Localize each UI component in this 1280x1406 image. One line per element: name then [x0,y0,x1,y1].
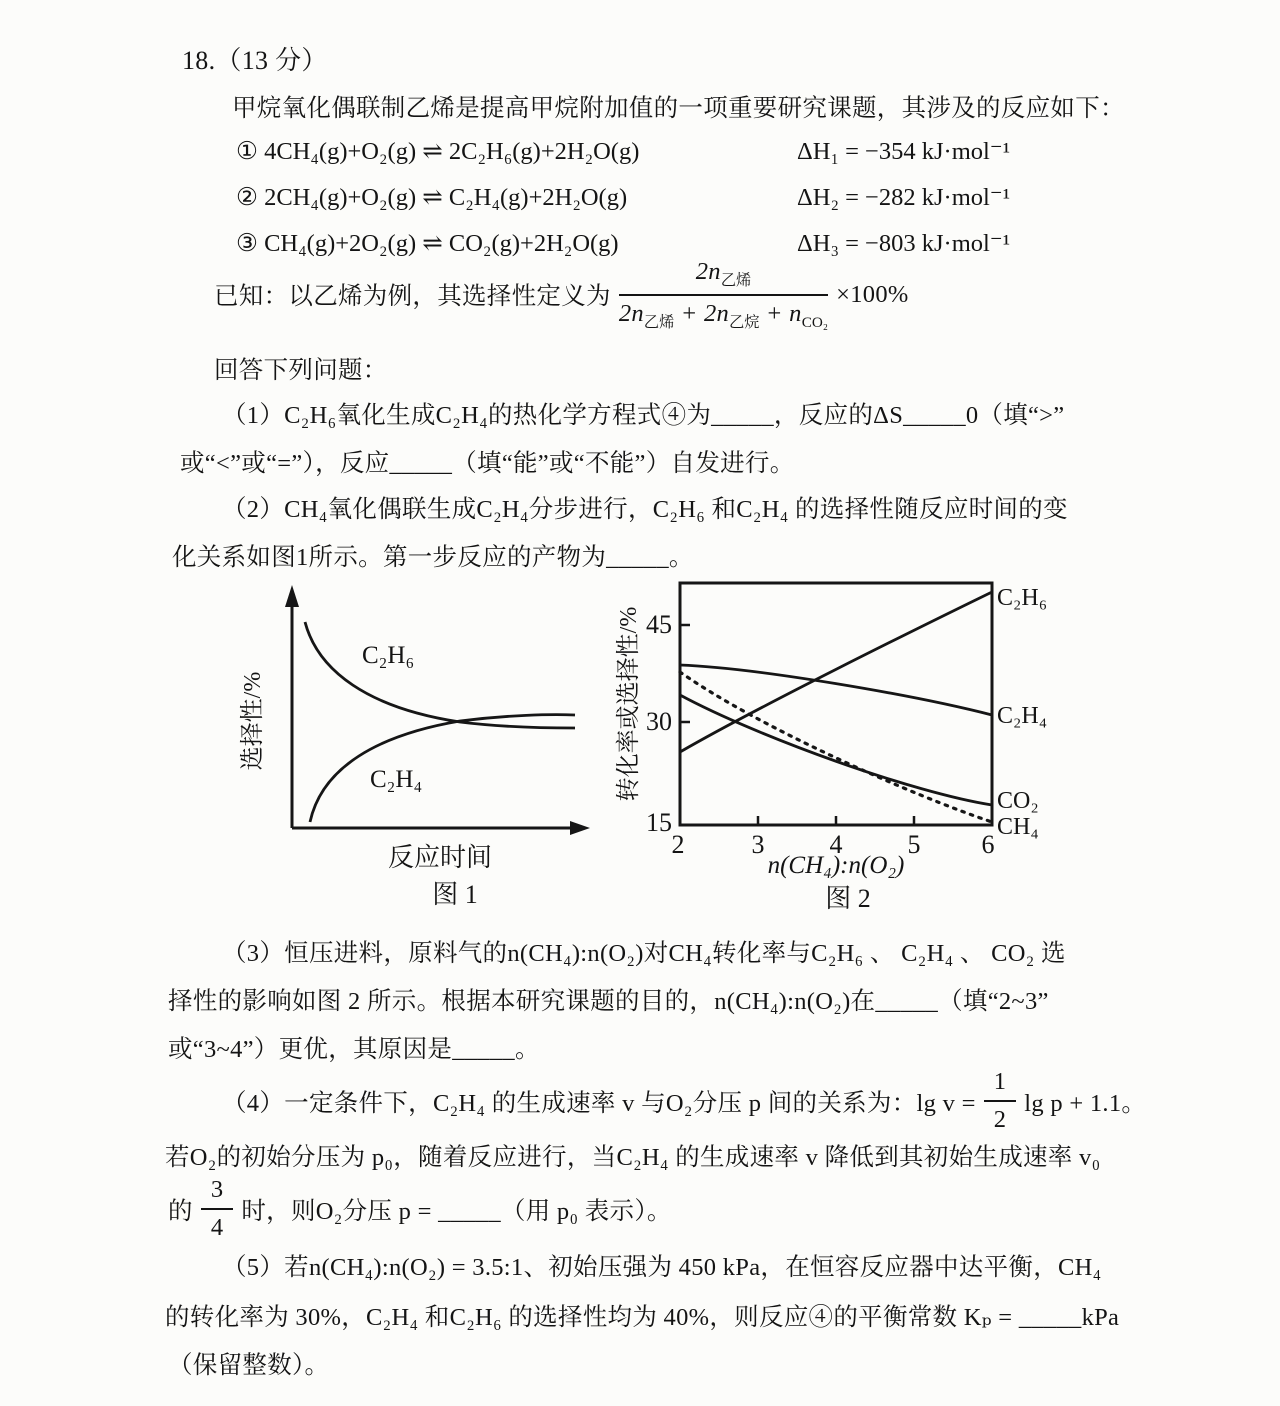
fig1-c2h4-curve [310,715,575,822]
question-number: 18.（13 分） [182,46,328,75]
fig1-c2h6-label: C₂H₆ [362,642,415,669]
fig2-ch4-label: CH₄ [997,814,1039,840]
question-4-line-1 [222,1062,1146,1140]
fig2-xtick-label-3: 3 [751,830,765,859]
question-3-line-1: （3）恒压进料，原料气的n(CH₄):n(O₂)对CH₄转化率与C₂H₆ 、 C₂H₄ 、 CO₂ 选 [222,940,1066,967]
question-4-line-1-pre: （4）一定条件下，C₂H₄ 的生成速率 v 与O₂分压 p 间的关系为：lg v = [222,1089,976,1117]
question-3-line-2: 择性的影响如图 2 所示。根据本研究课题的目的，n(CH₄):n(O₂)在_____（填“2~3” [168,988,1049,1015]
question-4-line-2: 若O₂的初始分压为 p₀，随着反应进行，当C₂H₄ 的生成速率 v 降低到其初始生成速率 v₀ [165,1144,1101,1171]
reaction-3-enthalpy: ΔH₃ = −803 kJ·mol⁻¹ [797,230,1011,257]
question-4-line-1-post: lg p + 1.1。 [1024,1089,1147,1117]
question-1-line-1: （1）C₂H₆氧化生成C₂H₄的热化学方程式④为_____，反应的ΔS_____0（填“>” [222,402,1065,429]
question-4-line-3-pre: 的 [168,1197,193,1225]
fig2-c2h4-curve [680,665,992,715]
fig2-xtick-label-2: 2 [671,830,685,859]
fig1-c2h6-curve [305,622,575,728]
reaction-2-equation: ② 2CH₄(g)+O₂(g) ⇌ C₂H₄(g)+2H₂O(g) [236,184,628,211]
fig1-y-axis-label: 选择性/% [240,671,266,771]
question-5-line-2: 的转化率为 30%，C₂H₄ 和C₂H₆ 的选择性均为 40%，则反应④的平衡常数 Kₚ = _____kPa [165,1304,1120,1331]
fig2-xtick-label-5: 5 [907,830,921,859]
figure-2-plot [608,571,1048,921]
fig2-caption: 图 2 [825,884,871,913]
three-quarters-fraction: $\frac{3}{4}$ [201,1176,234,1242]
reaction-3-equation: ③ CH₄(g)+2O₂(g) ⇌ CO₂(g)+2H₂O(g) [236,230,619,257]
one-half-fraction: $\frac{1}{2}$ [984,1068,1017,1134]
fig2-ytick-label-15: 15 [646,808,672,837]
fig1-c2h4-label: C₂H₄ [370,766,423,793]
question-5-line-3: （保留整数）。 [168,1352,330,1379]
figure-1-plot [226,571,626,921]
reaction-1-enthalpy: ΔH₁ = −354 kJ·mol⁻¹ [797,138,1011,165]
fig2-x-axis-label: n(CH₄):n(O₂) [767,852,905,879]
selectivity-definition-line [214,258,909,331]
fig2-c2h6-label: C₂H₆ [997,585,1048,611]
fig2-xtick-label-4: 4 [829,830,843,859]
fig2-ytick-label-45: 45 [646,610,672,639]
question-4-line-3-post: 时，则O₂分压 p = _____（用 p₀ 表示）。 [241,1197,672,1225]
fraction-numerator: $2n_{乙烯}$ [619,258,828,296]
fig2-co2-label: CO₂ [997,788,1039,814]
question-4-line-3 [168,1170,672,1248]
fig1-x-axis-label: 反应时间 [387,843,493,872]
fig2-c2h6-curve [680,592,992,752]
question-2-line-1: （2）CH₄氧化偶联生成C₂H₄分步进行，C₂H₆ 和C₂H₄ 的选择性随反应时间的变 [222,496,1068,523]
fig2-ch4-curve-dotted [680,672,992,822]
fig2-ytick-label-30: 30 [646,707,672,736]
intro-text: 甲烷氧化偶联制乙烯是提高甲烷附加值的一项重要研究课题，其涉及的反应如下： [232,95,1125,122]
question-3-line-3: 或“3~4”）更优，其原因是_____。 [168,1036,540,1063]
selectivity-fraction [619,258,828,331]
fig1-x-axis-arrow [570,821,590,835]
fig2-co2-curve [680,695,992,805]
fraction-denominator: $2n_{乙烯} + 2n_{乙烷} + n_{CO_2}$ [618,299,829,331]
fig1-y-axis-arrow [285,585,299,607]
reaction-2-enthalpy: ΔH₂ = −282 kJ·mol⁻¹ [797,184,1011,211]
fig1-caption: 图 1 [432,880,478,909]
question-2-line-2: 化关系如图1所示。第一步反应的产物为_____。 [172,544,694,571]
fig2-y-axis-label: 转化率或选择性/% [616,606,642,802]
reaction-1-equation: ① 4CH₄(g)+O₂(g) ⇌ 2C₂H₆(g)+2H₂O(g) [236,138,640,165]
prompt-text: 回答下列问题： [214,357,388,384]
fig2-c2h4-label: C₂H₄ [997,703,1048,729]
question-5-line-1: （5）若n(CH₄):n(O₂) = 3.5:1、初始压强为 450 kPa，在恒容反应器中达平衡，CH₄ [222,1254,1102,1281]
fig2-xtick-label-6: 6 [981,830,995,859]
selectivity-pre-text: 已知：以乙烯为例，其选择性定义为 [214,283,611,311]
question-1-line-2: 或“<”或“=”），反应_____（填“能”或“不能”）自发进行。 [180,450,795,477]
selectivity-post-text: ×100% [836,280,909,308]
